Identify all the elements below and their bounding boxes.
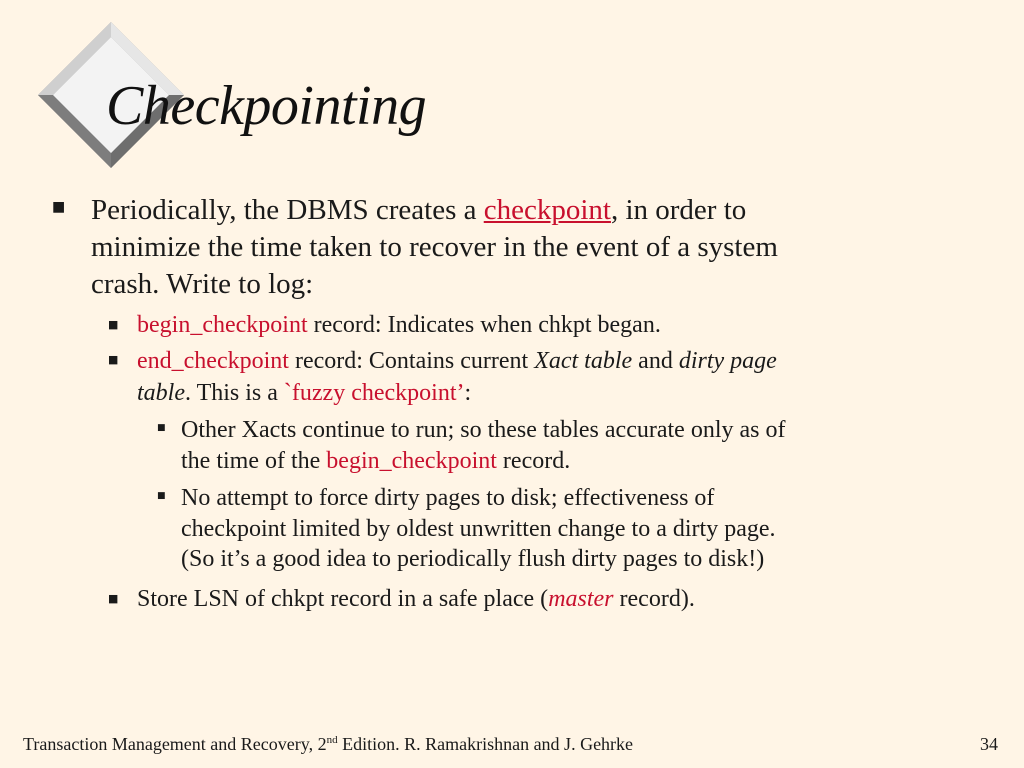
footer-text: Transaction Management and Recovery, 2: [23, 734, 327, 754]
subsub-bullet-line: No attempt to force dirty pages to disk; effectiveness of: [181, 485, 715, 511]
page-number: 34: [980, 734, 998, 754]
subsub-bullet-line: (So it’s a good idea to periodically flush dirty pages to disk!): [181, 546, 765, 572]
bullet-square-icon: ■: [157, 491, 166, 501]
bullet-square-icon: ■: [108, 318, 119, 331]
begin-checkpoint-term: begin_checkpoint: [137, 312, 308, 338]
sub-bullet-line: [137, 377, 471, 409]
bullet-square-icon: ■: [108, 592, 119, 605]
master-term: master: [548, 586, 614, 612]
bullet-square-icon: ■: [157, 423, 166, 433]
subsub-bullet-line: Other Xacts continue to run; so these tables accurate only as of: [181, 417, 786, 443]
sub-bullet-text: record).: [613, 586, 695, 612]
bullet-line: minimize the time taken to recover in the event of a system: [91, 231, 778, 263]
fuzzy-checkpoint-term: `fuzzy checkpoint’: [283, 380, 465, 406]
bullet-text: , in order to: [610, 194, 747, 226]
bullet-line: [91, 192, 746, 228]
subsub-bullet-line: [181, 446, 570, 476]
bullet-line: crash. Write to log:: [91, 268, 314, 300]
dirty-page-table-term: dirty page: [678, 348, 777, 374]
xact-table-term: Xact table: [534, 348, 633, 374]
begin-checkpoint-term: begin_checkpoint: [326, 448, 497, 474]
sub-bullet-text: Store LSN of chkpt record in a safe place (: [137, 586, 549, 612]
subsub-bullet-line: checkpoint limited by oldest unwritten change to a dirty page.: [181, 516, 776, 542]
footer-citation: [23, 734, 633, 755]
subsub-bullet-text: the time of the: [181, 448, 327, 474]
sub-bullet-text: . This is a: [185, 380, 284, 406]
sub-bullet-text: record: Indicates when chkpt began.: [307, 312, 661, 338]
sub-bullet-line: [137, 345, 777, 377]
bullet-square-icon: ■: [108, 353, 119, 366]
sub-bullet-text: record: Contains current: [288, 348, 535, 374]
footer-text: Edition. R. Ramakrishnan and J. Gehrke: [337, 734, 634, 754]
bullet-square-icon: ■: [52, 199, 66, 215]
sub-bullet-line: [137, 309, 661, 341]
sub-bullet-text: and: [632, 348, 679, 374]
dirty-page-table-term: table: [137, 380, 185, 406]
subsub-bullet-text: record.: [496, 448, 571, 474]
end-checkpoint-term: end_checkpoint: [137, 348, 289, 374]
bullet-text: Periodically, the DBMS creates a: [91, 194, 484, 226]
footer-superscript: nd: [326, 734, 338, 746]
checkpoint-term: checkpoint: [483, 194, 611, 226]
slide-title: Checkpointing: [106, 75, 427, 137]
sub-bullet-text: :: [464, 380, 472, 406]
sub-bullet-line: [137, 583, 695, 615]
